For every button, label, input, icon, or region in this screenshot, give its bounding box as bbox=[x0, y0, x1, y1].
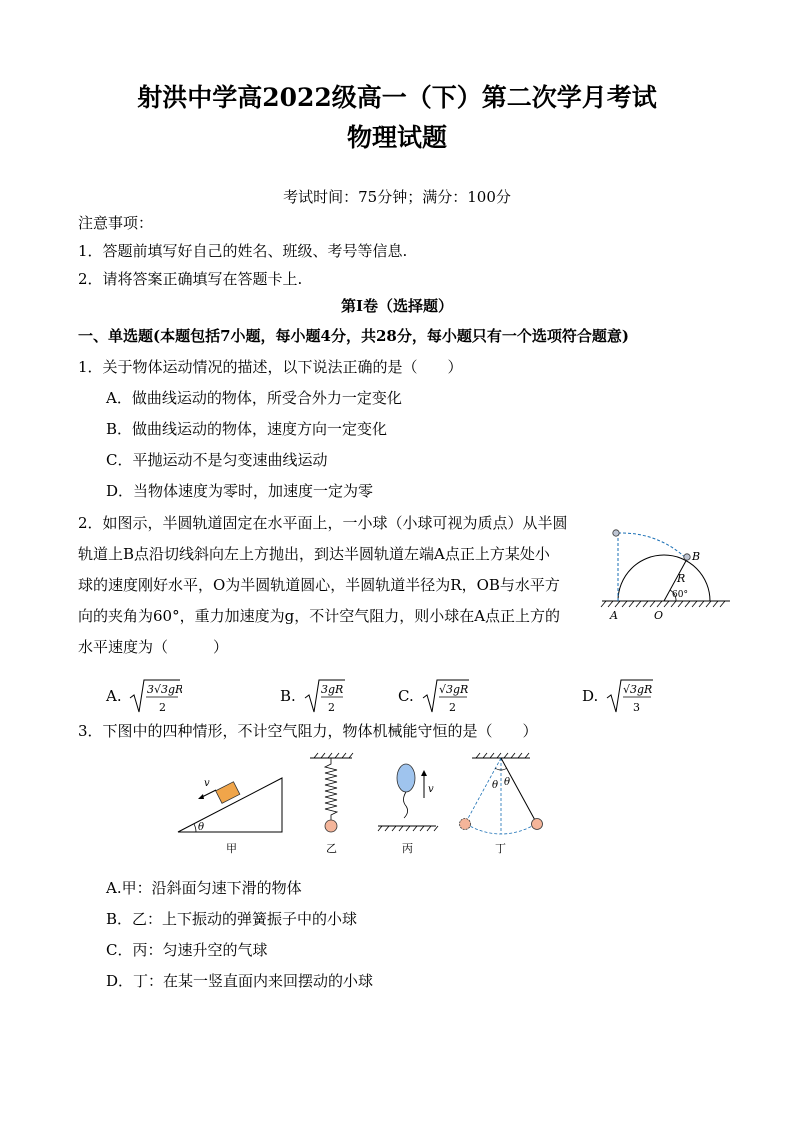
svg-text:θ: θ bbox=[198, 822, 205, 833]
sqrt-fraction bbox=[419, 678, 471, 716]
q3-option-d: D．丁：在某一竖直面内来回摆动的小球 bbox=[106, 972, 374, 990]
svg-text:3√3gR: 3√3gR bbox=[147, 683, 183, 696]
q2-line2: 轨道上B点沿切线斜向左上方抛出，到达半圆轨道左端A点正上方某处小 bbox=[78, 545, 550, 563]
svg-text:3: 3 bbox=[633, 701, 641, 714]
svg-text:θ: θ bbox=[492, 780, 499, 791]
situation-ding bbox=[460, 753, 543, 855]
svg-text:√3gR: √3gR bbox=[438, 683, 468, 696]
part1-title: 一、单选题(本题包括7小题，每小题4分，共28分，每小题只有一个选项符合题意) bbox=[78, 327, 629, 345]
q1-option-b: B．做曲线运动的物体，速度方向一定变化 bbox=[106, 420, 388, 438]
option-letter: C. bbox=[398, 687, 414, 705]
exam-info: 考试时间：75分钟；满分：100分 bbox=[283, 188, 511, 206]
label-b: B bbox=[692, 550, 701, 563]
situation-bing bbox=[378, 764, 438, 855]
svg-text:2: 2 bbox=[448, 701, 456, 714]
q2-option-a bbox=[106, 678, 182, 716]
svg-text:丁: 丁 bbox=[495, 842, 506, 855]
q2-line3: 球的速度刚好水平，O为半圆轨道圆心，半圆轨道半径为R，OB与水平方 bbox=[78, 576, 560, 594]
svg-text:v: v bbox=[204, 778, 210, 789]
q3-option-a: A.甲：沿斜面匀速下滑的物体 bbox=[106, 879, 302, 897]
sqrt-fraction bbox=[603, 678, 655, 716]
q3-option-c: C．丙：匀速升空的气球 bbox=[106, 941, 268, 959]
svg-text:3gR: 3gR bbox=[320, 683, 343, 696]
label-angle: 60° bbox=[672, 590, 688, 600]
sqrt-fraction bbox=[126, 678, 182, 716]
q2-line1: 2．如图示，半圆轨道固定在水平面上，一小球（小球可视为质点）从半圆 bbox=[78, 514, 568, 532]
svg-text:2: 2 bbox=[327, 701, 335, 714]
volume-title: 第Ⅰ卷（选择题） bbox=[340, 297, 454, 315]
label-a: A bbox=[610, 609, 618, 622]
q1-option-d: D．当物体速度为零时，加速度一定为零 bbox=[106, 482, 374, 500]
subject-title: 物理试题 bbox=[346, 123, 447, 152]
q2-option-c bbox=[398, 678, 471, 716]
exam-title: 射洪中学高2022级高一（下）第二次学月考试 bbox=[137, 83, 657, 112]
q3-option-b: B．乙：上下振动的弹簧振子中的小球 bbox=[106, 910, 358, 928]
svg-text:v: v bbox=[428, 784, 434, 795]
label-r: R bbox=[677, 572, 686, 585]
svg-text:乙: 乙 bbox=[326, 842, 337, 855]
q1-option-c: C．平抛运动不是匀变速曲线运动 bbox=[106, 451, 328, 469]
q2-option-d bbox=[582, 678, 655, 716]
q2-line4: 向的夹角为60°，重力加速度为g，不计空气阻力，则小球在A点正上方的 bbox=[78, 607, 561, 625]
note-item: 2．请将答案正确填写在答题卡上. bbox=[78, 270, 303, 288]
option-letter: B. bbox=[280, 687, 296, 705]
notes-heading: 注意事项： bbox=[78, 214, 154, 232]
note-item: 1．答题前填写好自己的姓名、班级、考号等信息. bbox=[78, 242, 408, 260]
q3-stem: 3．下图中的四种情形，不计空气阻力，物体机械能守恒的是（ ） bbox=[78, 722, 538, 740]
svg-text:甲: 甲 bbox=[226, 842, 237, 855]
q2-option-b bbox=[280, 678, 347, 716]
svg-text:2: 2 bbox=[159, 701, 167, 714]
label-o: O bbox=[654, 609, 664, 622]
situation-yi bbox=[310, 753, 353, 855]
situation-jia bbox=[178, 778, 282, 855]
q2-line5: 水平速度为（ ） bbox=[78, 638, 229, 656]
svg-text:丙: 丙 bbox=[402, 842, 413, 855]
option-letter: A. bbox=[106, 687, 122, 705]
option-letter: D. bbox=[582, 687, 599, 705]
q3-four-situations-figure bbox=[170, 752, 560, 860]
q2-semicircle-figure bbox=[598, 522, 734, 626]
svg-text:θ: θ bbox=[504, 777, 511, 788]
sqrt-fraction bbox=[301, 678, 347, 716]
q1-option-a: A．做曲线运动的物体，所受合外力一定变化 bbox=[106, 389, 402, 407]
svg-text:√3gR: √3gR bbox=[623, 683, 653, 696]
q1-stem: 1．关于物体运动情况的描述，以下说法正确的是（ ） bbox=[78, 358, 463, 376]
